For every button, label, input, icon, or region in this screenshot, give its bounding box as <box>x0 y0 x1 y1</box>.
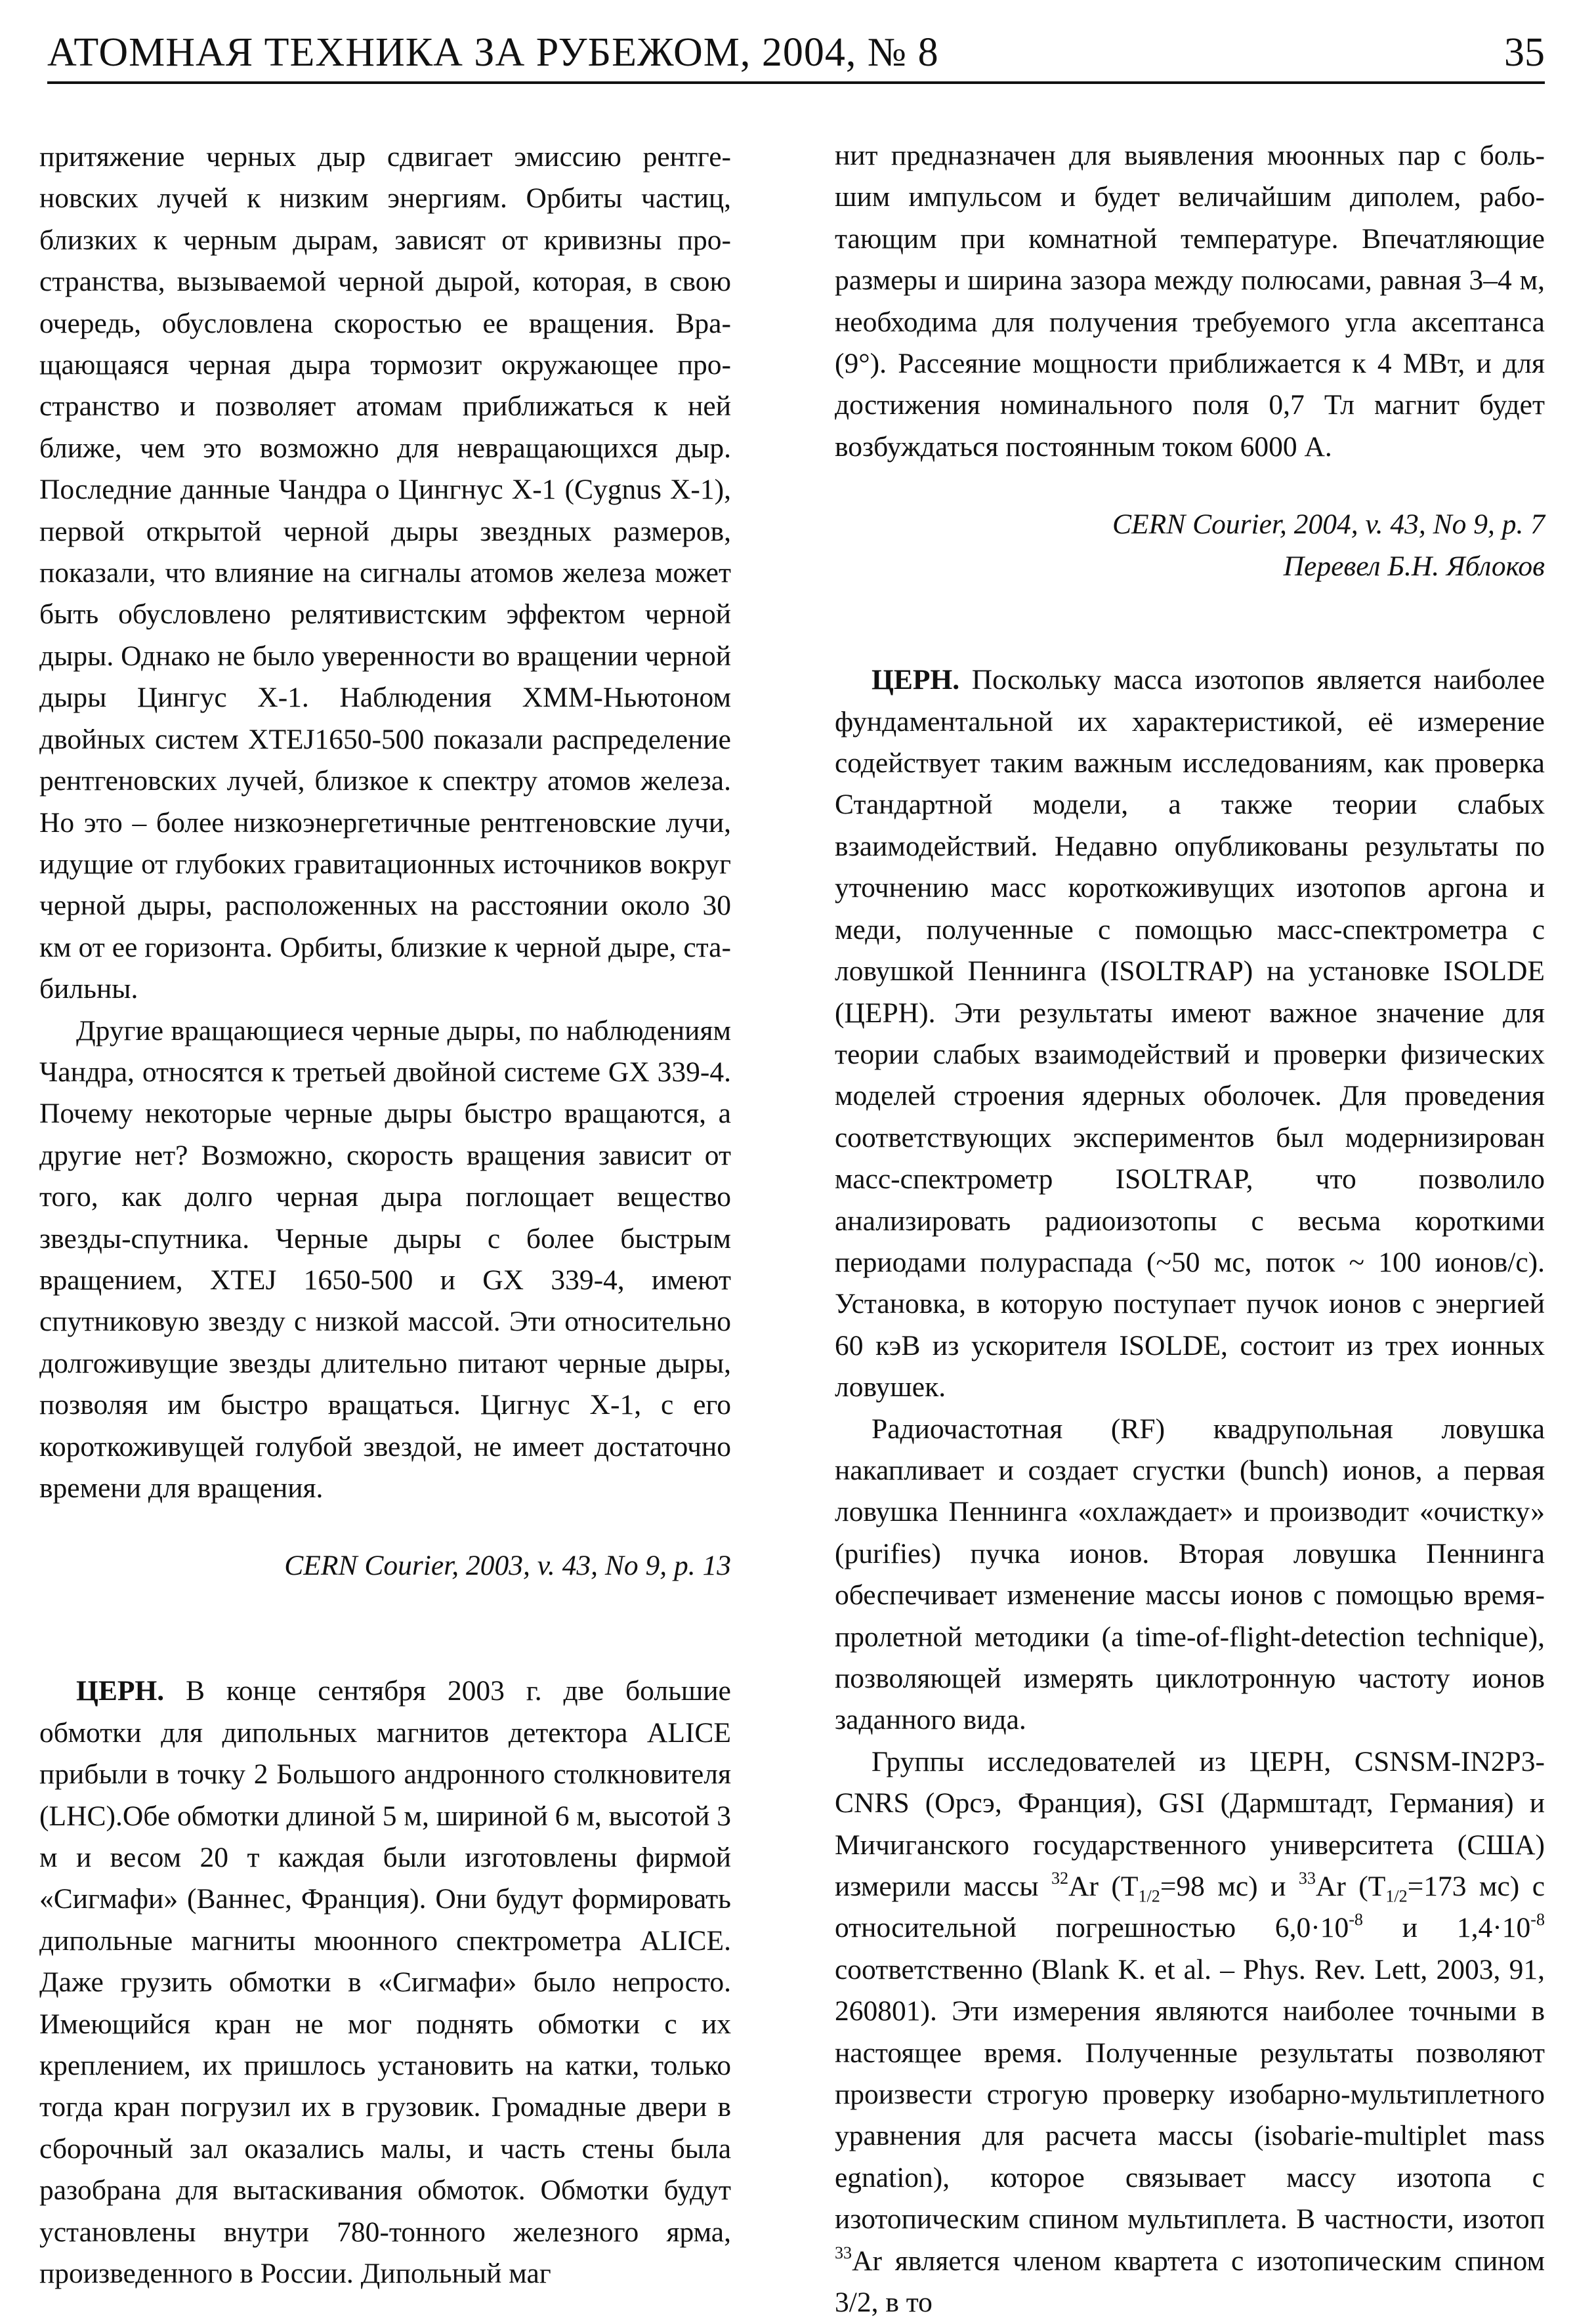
section-gap <box>835 587 1545 659</box>
paragraph-text: В конце сентября 2003 г. две большие обмотки для дипольных магнитов детектора ALICE прибыли в точку 2 Большого андронного столкновителя (LHC).Обе обмотки длиной 5 м, шириной 6 м, высотой 3 м и весом 20 т каждая были изготовлены фирмой «Сигмафи» (Ваннес, Франция). Они будут формировать дипольные магниты мюонного спектрометра ALICE. Даже грузить обмотки в «Сигмафи» было непросто. Имеющийся кран не мог поднять обмотки с их креплением, их пришлось установить на катки, только тогда кран погрузил их в грузовик. Громадные двери в сборочный зал оказались малы, и часть стены была разобрана для вытаскивания обмоток. Обмотки будут установлены внутри 780-тонного железного ярма, произведенного в России. Дипольный маг <box>39 1675 731 2290</box>
left-column <box>39 136 731 2290</box>
text-run: Ar является членом квартета с изотопическим спином 3/2, в то <box>835 2245 1545 2319</box>
text-run: Ar (T <box>1068 1871 1139 1903</box>
exponent: -8 <box>1349 1910 1363 1930</box>
half-life-subscript: 1/2 <box>1138 1886 1160 1906</box>
text-run: =98 мс) и <box>1160 1871 1299 1903</box>
mass-number: 32 <box>1051 1868 1069 1888</box>
paragraph: Другие вращающиеся черные дыры, по наблюдениям Чандра, относятся к третьей двойной системе GX 339-4. Почему некоторые черные дыры быстро вращаются, а другие нет? Возможно, скорость вращения зависит от того, как долго черная дыра поглощает вещество звезды-спутника. Черные дыры с более быстрым вращением, XTEJ 1650-500 и GX 339-4, имеют спутниковую звезду с низкой массой. Эти относительно долгоживущие звезды длительно питают черные дыры, позволяя им быстро вращаться. Цигнус X-1, с его короткоживущей голубой звездой, не имеет достаточно времени для вращения. <box>39 1014 731 1504</box>
journal-title: АТОМНАЯ ТЕХНИКА ЗА РУБЕЖОМ, 2004, № 8 <box>47 30 939 75</box>
section-lead: ЦЕРН. <box>76 1675 165 1707</box>
page-number: 35 <box>1504 30 1545 75</box>
paragraph: нит предназначен для выявления мюонных пар с большим импульсом и будет величайшим диполем, работающим при комнатной температуре. Впечатляющие размеры и ширина зазора между полюсами, равная 3–4 м, необходима для получения требуемого угла аксептанса (9°). Рассеяние мощности приближается к 4 МВт, и для достижения номинального поля 0,7 Тл магнит будет возбуждаться постоянным током 6000 А. <box>835 140 1545 463</box>
paragraph-text: Поскольку масса изотопов является наиболее фундаментальной их характеристикой, её измерение содействует таким важным исследованиям, как проверка Стандартной модели, а также теории слабых взаимодействий. Недавно опубликованы результаты по уточнению масс короткоживущих изотопов аргона и меди, полученные с помощью масс-спектрометра с ловушкой Пеннинга (ISOLTRAP) на установке ISOLDE (ЦЕРН). Эти результаты имеют важное значение для теории слабых взаимодействий и проверки физических моделей строения ядерных оболочек. Для проведения соответствующих экспериментов был модернизирован масс-спектрометр ISOLTRAP, что позволило анализировать радиоизотопы с весьма короткими периодами полураспада (~50 мс, поток ~ 100 ионов/с). Установка, в которую поступает пучок ионов с энергией 60 кэВ из ускорителя ISOLDE, состоит из трех ионных ловушек. <box>835 664 1545 1403</box>
paragraph <box>39 1670 731 2294</box>
mass-number: 33 <box>835 2243 852 2262</box>
exponent: -8 <box>1530 1910 1545 1930</box>
citation: CERN Courier, 2003, v. 43, No 9, p. 13 <box>284 1550 731 1582</box>
paragraph <box>835 659 1545 1408</box>
text-run: Группы исследователей из ЦЕРН, CSNSM-IN2P3-CNRS (Орсэ, Франция), GSI (Дармштадт, Германия) и Мичиганского государственного университета (США) измерили массы <box>835 1745 1545 1903</box>
citation-source: CERN Courier, 2004, v. 43, No 9, p. 7 <box>1112 508 1545 541</box>
section-lead: ЦЕРН. <box>872 664 960 696</box>
text-run: =173 мс) с относительной погрешностью 6,0·10 <box>835 1871 1545 1944</box>
text-run: соответственно (Blank K. et al. – Phys. Rev. Lett, 2003, 91, 260801). Эти измерения являются наиболее точными в настоящее время. Полученные результаты позволяют произвести строгую проверку изобарно-мультиплетного уравнения для расчета массы (isobarie-multiplet mass egnation), которое связывает массу изотопа с изотопическим спином мультиплета. В частности, изотоп <box>835 1953 1545 2235</box>
right-column <box>835 135 1545 2319</box>
running-header <box>47 29 1545 84</box>
half-life-subscript: 1/2 <box>1385 1886 1408 1906</box>
translator-credit: Перевел Б.Н. Яблоков <box>1283 550 1545 583</box>
paragraph: притяжение черных дыр сдвигает эмиссию рентгеновских лучей к низким энергиям. Орбиты частиц, близких к черным дырам, зависят от кривизны пространства, вызываемой черной дырой, которая, в свою очередь, обусловлена скоростью ее вращения. Вращающаяся черная дыра тормозит окружающее пространство и позволяет атомам приближаться к ней ближе, чем это возможно для невращающихся дыр. Последние данные Чандра о Цингнус Х-1 (Cygnus X-1), первой открытой черной дыры звездных размеров, показали, что влияние на сигналы атомов железа может быть обусловлено релятивистским эффектом черной дыры. Однако не было уверенности во вращении черной дыры Цингус Х-1. Наблюдения XMM-Ньютоном двойных систем XTEJ1650-500 показали распределение рентгеновских лучей, близкое к спектру атомов железа. Но это – более низкоэнергетичные рентгеновские лучи, идущие от глубоких гравитационных источников вокруг черной дыры, расположенных на расстоянии около 30 км от ее горизонта. Орбиты, близкие к черной дыре, стабильны. <box>39 141 731 1005</box>
text-run: Ar (T <box>1315 1871 1386 1903</box>
paragraph <box>835 1741 1545 2324</box>
paragraph: Радиочастотная (RF) квадрупольная ловушка накапливает и создает сгустки (bunch) ионов, а первая ловушка Пеннинга «охлаждает» и производит «очистку» (purifies) пучка ионов. Вторая ловушка Пеннинга обеспечивает изменение массы ионов с помощью время-пролетной методики (a time-of-flight-detection technique), позволяющей измерять циклотронную частоту ионов заданного вида. <box>835 1413 1545 1736</box>
section-gap <box>39 1587 731 1670</box>
text-run: и 1,4·10 <box>1362 1912 1531 1944</box>
mass-number: 33 <box>1298 1868 1316 1888</box>
citation <box>835 503 1545 587</box>
